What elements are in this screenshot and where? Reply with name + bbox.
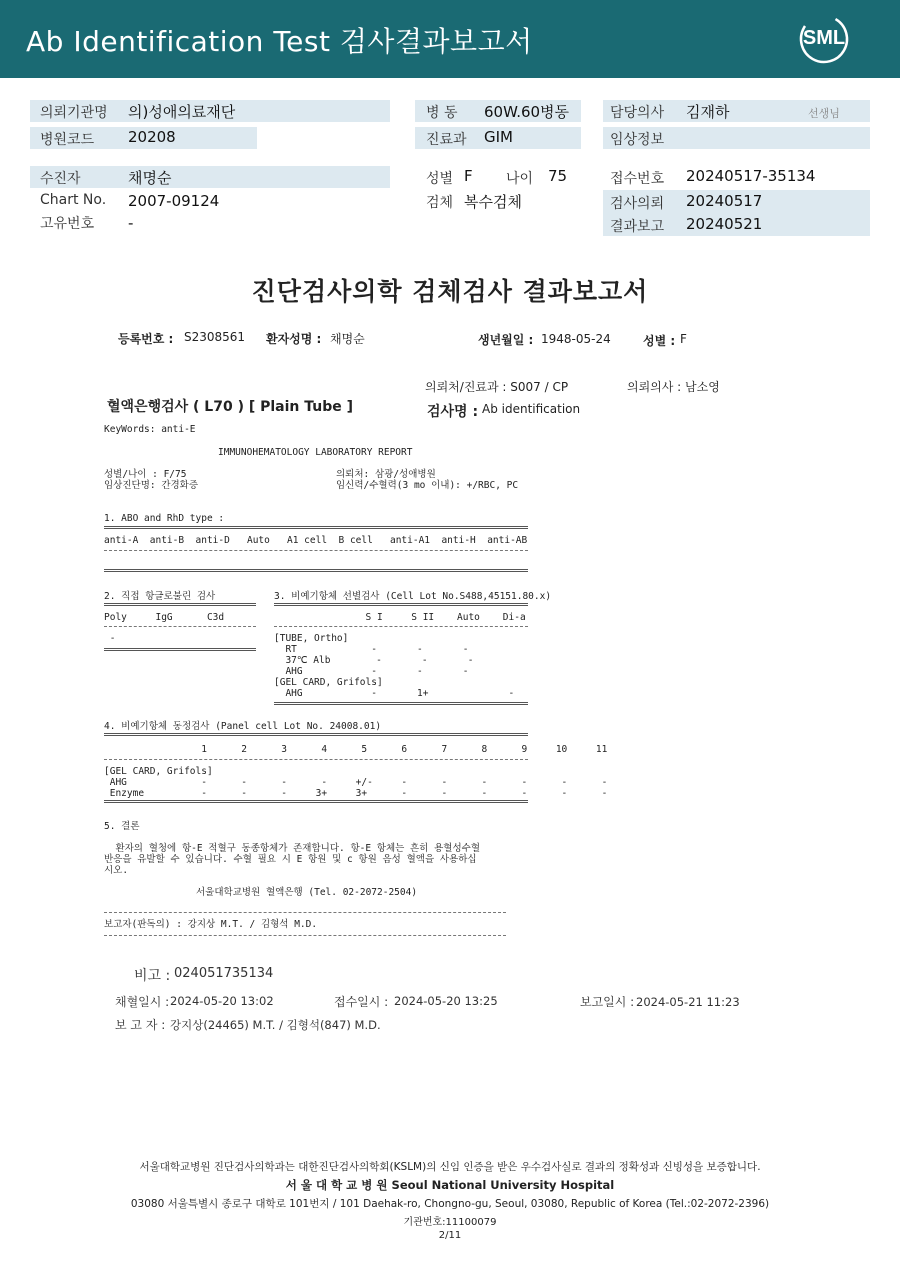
report-time-label: 보고일시 : — [580, 995, 635, 1009]
requesting-doctor: 의뢰의사 : 남소영 — [627, 380, 720, 394]
reg-no-label: 등록번호 : — [118, 332, 174, 346]
unique-label: 고유번호 — [40, 216, 95, 232]
section5-title: 5. 결론 — [104, 821, 140, 832]
note-label: 비고 : — [134, 968, 171, 984]
chart-value: 2007-09124 — [128, 192, 220, 210]
section3-header: S I S II Auto Di-a — [274, 612, 526, 623]
test-request-label: 검사의뢰 — [610, 196, 665, 212]
test-request-value: 20240517 — [686, 192, 763, 210]
hospital-name-en: Seoul National University Hospital — [391, 1178, 615, 1192]
receipt-value: 20240517-35134 — [686, 167, 816, 185]
history-line: 임신력/수혈력(3 mo 이내): +/RBC, PC — [336, 480, 519, 491]
ward-value: 60W.60병동 — [484, 103, 570, 121]
hospital-name — [0, 1177, 900, 1193]
section1-header: anti-A anti-B anti-D Auto A1 cell B cell anti-A1 anti-H anti-AB — [104, 535, 528, 546]
patient-label: 수진자 — [40, 171, 81, 187]
doctor-label: 담당의사 — [610, 105, 665, 121]
header-title: Ab Identification Test 검사결과보고서 — [26, 25, 533, 58]
section3-title: 3. 비예기항체 선별검사 (Cell Lot No.S488,45151.80.x) — [274, 591, 552, 602]
page-number: 2/11 — [438, 1230, 462, 1241]
requester-line: 의뢰처: 삼광/성애병원 — [336, 469, 436, 480]
section4-title: 4. 비예기항체 동정검사 (Panel cell Lot No. 24008.01) — [104, 721, 382, 732]
dob-label: 생년월일 : — [478, 333, 534, 347]
ward-label: 병 동 — [426, 105, 458, 121]
keywords: KeyWords: anti-E — [104, 424, 196, 435]
certification-text: 서울대학교병원 진단검사의학과는 대한진단검사의학회(KSLM)의 신임 인증을 받은 우수검사실로 결과의 정확성과 신빙성을 보증합니다. — [139, 1161, 761, 1173]
section4-header: 1 2 3 4 5 6 7 8 9 10 11 — [104, 744, 608, 755]
report-title: 진단검사의학 검체검사 결과보고서 — [251, 277, 649, 306]
reg-no-value: S2308561 — [184, 330, 246, 344]
section1-title: 1. ABO and RhD type : — [104, 513, 225, 524]
hospital-name-kr: 서 울 대 학 교 병 원 — [285, 1178, 388, 1192]
collect-label: 채혈일시 : — [115, 995, 170, 1009]
section5-conclusion: 환자의 혈청에 항-E 적혈구 동종항체가 존재합니다. 항-E 항체는 흔히 용혈성수혈 반응을 유발할 수 있습니다. 수혈 필요 시 E 항원 및 c 항원 음성 혈액을 사용하십 시오. — [104, 843, 480, 876]
lab-reporter-line: 보고자(판독의) : 강지상 M.T. / 김형석 M.D. — [104, 919, 318, 930]
bottom-reporter-value: 강지상(24465) M.T. / 김형석(847) M.D. — [170, 1018, 381, 1032]
sex-age-line: 성별/나이 : F/75 — [104, 469, 187, 480]
sex-label: 성별 — [426, 171, 454, 187]
request-org-value: 의)성애의료재단 — [128, 103, 236, 121]
test-name-value: Ab identification — [482, 402, 581, 416]
header-bar — [0, 0, 900, 78]
patient-name-label: 환자성명 : — [266, 332, 322, 346]
dob-value: 1948-05-24 — [541, 332, 611, 346]
dept-line: 의뢰처/진료과 : S007 / CP — [425, 380, 569, 394]
patient-name-value: 채명순 — [330, 332, 365, 346]
note-value: 024051735134 — [174, 966, 274, 981]
dept-label: 진료과 — [426, 132, 467, 148]
blood-bank-line: 서울대학교병원 혈액은행 (Tel. 02-2072-2504) — [196, 887, 418, 898]
result-report-value: 20240521 — [686, 215, 763, 233]
section2-header: Poly IgG C3d — [104, 612, 225, 623]
doctor-value: 김재하 — [686, 103, 730, 121]
dept-value: GIM — [484, 128, 513, 146]
sml-logo: SML — [796, 12, 852, 66]
test-group: 혈액은행검사 ( L70 ) [ Plain Tube ] — [107, 399, 354, 415]
report-sex-value: F — [680, 332, 687, 346]
hospital-address: 03080 서울특별시 종로구 대학로 101번지 / 101 Daehak-ro, Chongno-gu, Seoul, 03080, Republic of Korea (Tel.:02-2072-2396) — [130, 1198, 770, 1210]
patient-value: 채명순 — [128, 169, 172, 187]
test-name-label: 검사명 : — [427, 404, 479, 420]
report-sex-label: 성별 : — [643, 334, 676, 348]
sex-value: F — [464, 167, 473, 185]
age-label: 나이 — [506, 171, 534, 187]
section4-rows: [GEL CARD, Grifols] AHG - - - - +/- - - - - - - Enzyme - - - 3+ 3+ - - - - - - — [104, 766, 608, 799]
age-value: 75 — [548, 167, 568, 185]
lab-report-title: IMMUNOHEMATOLOGY LABORATORY REPORT — [218, 447, 413, 458]
collect-value: 2024-05-20 13:02 — [170, 994, 274, 1008]
hospital-code-label: 병원코드 — [40, 132, 95, 148]
section2-row: - — [104, 633, 116, 644]
receive-label: 접수일시 : — [334, 995, 389, 1009]
receipt-label: 접수번호 — [610, 171, 665, 187]
report-time-value: 2024-05-21 11:23 — [636, 995, 740, 1009]
hospital-code-value: 20208 — [128, 128, 176, 146]
unique-value: - — [128, 214, 134, 232]
receive-value: 2024-05-20 13:25 — [394, 994, 498, 1008]
clinical-label: 임상정보 — [610, 132, 665, 148]
section2-title: 2. 직접 항글로불린 검사 — [104, 591, 216, 602]
patient-box — [30, 166, 390, 188]
specimen-label: 검체 — [426, 195, 454, 211]
organization-number: 기관번호:11100079 — [403, 1217, 497, 1228]
section3-rows: [TUBE, Ortho] RT - - - 37℃ Alb - - - AHG - - - [GEL CARD, Grifols] AHG - 1+ - — [274, 633, 515, 699]
request-org-label: 의뢰기관명 — [40, 105, 108, 121]
doctor-suffix: 선생님 — [808, 107, 840, 120]
bottom-reporter-label: 보 고 자 : — [115, 1018, 166, 1032]
result-report-label: 결과보고 — [610, 219, 665, 235]
specimen-value: 복수검체 — [464, 193, 522, 211]
chart-label: Chart No. — [40, 192, 107, 208]
diagnosis-line: 임상진단명: 간경화증 — [104, 480, 199, 491]
